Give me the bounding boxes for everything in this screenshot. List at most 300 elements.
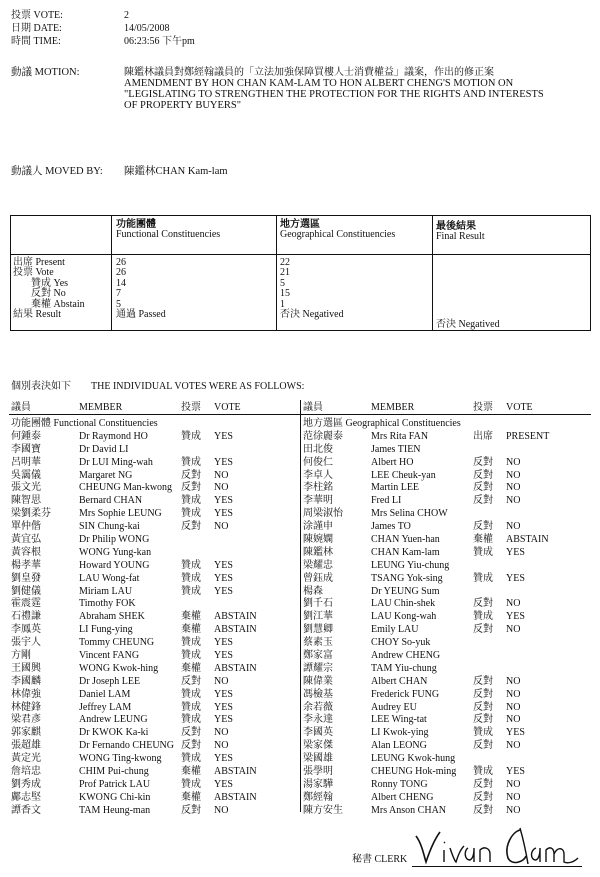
summary-final-result: 否決 Negatived	[436, 319, 500, 330]
member-name-en: Ronny TONG	[371, 778, 428, 790]
member-row	[11, 779, 297, 792]
vote-en: YES	[506, 546, 525, 558]
vote-cn: 贊成	[181, 650, 201, 662]
member-name-cn: 張超雄	[11, 740, 41, 752]
member-row	[11, 727, 297, 740]
member-name-cn: 何俊仁	[303, 456, 333, 468]
vote-en: NO	[214, 469, 229, 481]
member-name-cn: 梁君彥	[11, 714, 41, 726]
member-name-cn: 呂明華	[11, 456, 41, 468]
member-name-cn: 楊孝華	[11, 559, 41, 571]
member-name-cn: 何鍾泰	[11, 430, 41, 442]
vote-en: NO	[506, 791, 521, 803]
moved-by-label: 動議人 MOVED BY:	[11, 166, 103, 177]
member-name-cn: 鄺志堅	[11, 791, 41, 803]
member-name-en: TAM Heung-man	[79, 804, 151, 816]
member-row	[303, 663, 589, 676]
vote-en: NO	[506, 482, 521, 494]
vote-cn: 反對	[181, 482, 201, 494]
vote-en: YES	[506, 766, 525, 778]
vote-en: ABSTAIN	[214, 611, 257, 623]
member-name-cn: 劉慧卿	[303, 624, 333, 636]
member-name-en: TAM Yiu-chung	[371, 662, 437, 674]
member-name-cn: 李永達	[303, 714, 333, 726]
member-row	[11, 702, 297, 715]
summary-col-final-cn: 最後結果	[436, 221, 476, 232]
member-name-cn: 黃宜弘	[11, 534, 41, 546]
clerk-signature-line	[412, 866, 582, 867]
member-name-en: Mrs Rita FAN	[371, 430, 429, 442]
member-name-en: Audrey EU	[371, 701, 417, 713]
member-name-en: LI Kwok-ying	[371, 727, 429, 739]
vote-cn: 反對	[473, 804, 493, 816]
member-name-en: WONG Ting-kwong	[79, 753, 162, 765]
vote-en: YES	[506, 611, 525, 623]
member-name-en: LAU Kong-wah	[371, 611, 437, 623]
member-row	[303, 766, 589, 779]
member-name-en: Jeffrey LAM	[79, 701, 132, 713]
member-name-en: Bernard CHAN	[79, 495, 143, 507]
motion-line: OF PROPERTY BUYERS"	[124, 100, 242, 111]
summary-row-labels	[13, 258, 85, 320]
summary-col-geographical-cn: 地方選區	[280, 219, 320, 230]
member-row	[303, 508, 589, 521]
vote-en: YES	[214, 430, 233, 442]
member-row	[11, 521, 297, 534]
member-row	[11, 611, 297, 624]
vote-en: YES	[214, 559, 233, 571]
member-row	[11, 792, 297, 805]
vote-cn: 反對	[473, 675, 493, 687]
member-name-cn: 劉千石	[303, 598, 333, 610]
member-name-cn: 黃定光	[11, 753, 41, 765]
clerk-label: 秘書 CLERK	[352, 854, 408, 865]
member-row	[303, 573, 589, 586]
member-name-cn: 李國寶	[11, 443, 41, 455]
member-name-cn: 單仲偕	[11, 521, 41, 533]
member-name-cn: 陳方安生	[303, 804, 343, 816]
member-row	[303, 714, 589, 727]
summary-value: 5	[116, 298, 121, 310]
vote-en: NO	[506, 598, 521, 610]
vote-en: YES	[214, 495, 233, 507]
member-name-en: Tommy CHEUNG	[79, 637, 155, 649]
summary-col-functional-cn: 功能團體	[116, 219, 156, 230]
member-row	[11, 714, 297, 727]
member-name-cn: 楊森	[303, 585, 323, 597]
time-label: 時間 TIME:	[11, 36, 61, 47]
vote-cn: 贊成	[181, 778, 201, 790]
summary-value: 1	[280, 298, 285, 310]
vote-cn: 反對	[473, 482, 493, 494]
summary-value: 否決 Negatived	[280, 309, 344, 321]
member-name-en: Dr David LI	[79, 443, 129, 455]
vote-cn: 棄權	[181, 624, 201, 636]
member-name-en: Dr Philip WONG	[79, 534, 150, 546]
member-row	[11, 431, 297, 444]
vote-cn: 反對	[181, 740, 201, 752]
member-row	[11, 663, 297, 676]
vote-cn: 反對	[473, 701, 493, 713]
member-row	[303, 547, 589, 560]
vote-cn: 反對	[473, 456, 493, 468]
member-name-cn: 周梁淑怡	[303, 508, 343, 520]
member-name-cn: 王國興	[11, 662, 41, 674]
vote-en: YES	[214, 508, 233, 520]
member-name-en: Mrs Selina CHOW	[371, 508, 448, 520]
summary-row-label: 反對 No	[31, 288, 66, 300]
member-name-en: Albert CHAN	[371, 675, 428, 687]
member-row	[11, 547, 297, 560]
member-name-en: CHIM Pui-chung	[79, 766, 149, 778]
member-row	[11, 573, 297, 586]
vote-en: YES	[214, 650, 233, 662]
vote-en: ABSTAIN	[214, 766, 257, 778]
member-name-en: CHAN Yuen-han	[371, 534, 440, 546]
geographical-group-heading: 地方選區 Geographical Constituencies	[303, 418, 461, 429]
vote-en: NO	[214, 482, 229, 494]
member-row	[303, 624, 589, 637]
vote-cn: 反對	[181, 727, 201, 739]
individual-title-en: THE INDIVIDUAL VOTES WERE AS FOLLOWS:	[91, 381, 305, 392]
member-name-cn: 湯家驊	[303, 778, 333, 790]
vote-en: NO	[506, 521, 521, 533]
member-name-en: Abraham SHEK	[79, 611, 145, 623]
member-name-cn: 劉江華	[303, 611, 333, 623]
member-row	[11, 457, 297, 470]
member-row	[303, 702, 589, 715]
vote-en: YES	[506, 572, 525, 584]
member-name-en: LEUNG Yiu-chung	[371, 559, 450, 571]
functional-group-heading: 功能團體 Functional Constituencies	[11, 418, 158, 429]
member-name-en: Alan LEONG	[371, 740, 427, 752]
vote-en: NO	[506, 740, 521, 752]
member-row	[11, 753, 297, 766]
vote-cn: 反對	[181, 521, 201, 533]
vote-cn: 贊成	[473, 766, 493, 778]
col-header-vote-cn: 投票	[181, 402, 201, 413]
vote-en: NO	[506, 688, 521, 700]
vote-en: YES	[214, 456, 233, 468]
vote-en: YES	[214, 753, 233, 765]
member-row	[11, 637, 297, 650]
motion-line: "LEGISLATING TO STRENGTHEN THE PROTECTION FOR THE RIGHTS AND INTERESTS	[124, 89, 544, 100]
member-name-cn: 陳智思	[11, 495, 41, 507]
vote-cn: 反對	[473, 778, 493, 790]
member-row	[303, 676, 589, 689]
clerk-signature	[408, 822, 583, 870]
vote-cn: 反對	[473, 495, 493, 507]
vote-en: NO	[214, 521, 229, 533]
member-name-en: LEE Cheuk-yan	[371, 469, 436, 481]
vote-en: NO	[506, 701, 521, 713]
member-row	[11, 624, 297, 637]
member-name-en: James TIEN	[371, 443, 421, 455]
member-row	[303, 650, 589, 663]
member-row	[11, 534, 297, 547]
vote-en: YES	[214, 688, 233, 700]
vote-cn: 反對	[473, 598, 493, 610]
member-name-cn: 譚耀宗	[303, 662, 333, 674]
member-name-en: Miriam LAU	[79, 585, 133, 597]
member-row	[303, 611, 589, 624]
member-row	[303, 444, 589, 457]
member-row	[11, 560, 297, 573]
member-name-cn: 黃容根	[11, 546, 41, 558]
member-name-cn: 李國英	[303, 727, 333, 739]
vote-en: YES	[506, 727, 525, 739]
member-name-cn: 范徐麗泰	[303, 430, 343, 442]
vote-cn: 出席	[473, 430, 493, 442]
member-name-cn: 梁劉柔芬	[11, 508, 51, 520]
member-row	[303, 792, 589, 805]
summary-row-label: 棄權 Abstain	[31, 298, 85, 310]
vote-cn: 反對	[473, 469, 493, 481]
member-name-cn: 陳婉嫻	[303, 534, 333, 546]
member-name-en: Howard YOUNG	[79, 559, 150, 571]
vote-cn: 反對	[181, 675, 201, 687]
motion-line: AMENDMENT BY HON CHAN KAM-LAM TO HON ALBERT CHENG'S MOTION ON	[124, 78, 514, 89]
member-name-cn: 劉健儀	[11, 585, 41, 597]
member-name-en: Dr YEUNG Sum	[371, 585, 440, 597]
vote-en: YES	[214, 714, 233, 726]
member-name-en: Frederick FUNG	[371, 688, 440, 700]
summary-col-final	[436, 222, 485, 243]
member-name-en: WONG Kwok-hing	[79, 662, 159, 674]
member-row	[303, 637, 589, 650]
member-name-cn: 涂謹申	[303, 521, 333, 533]
summary-row-label: 投票 Vote	[13, 267, 54, 279]
vote-cn: 贊成	[181, 701, 201, 713]
vote-en: ABSTAIN	[214, 791, 257, 803]
member-name-en: Dr Fernando CHEUNG	[79, 740, 174, 752]
member-name-cn: 蔡素玉	[303, 637, 333, 649]
vote-en: ABSTAIN	[214, 624, 257, 636]
vote-cn: 反對	[181, 804, 201, 816]
member-row	[11, 740, 297, 753]
vote-en: NO	[506, 675, 521, 687]
member-name-en: CHOY So-yuk	[371, 637, 431, 649]
vote-en: ABSTAIN	[214, 662, 257, 674]
member-row	[303, 779, 589, 792]
vote-cn: 贊成	[473, 546, 493, 558]
member-name-en: Prof Patrick LAU	[79, 778, 151, 790]
date-value: 14/05/2008	[124, 23, 170, 34]
member-row	[303, 689, 589, 702]
vote-en: NO	[506, 624, 521, 636]
member-name-cn: 劉秀成	[11, 778, 41, 790]
member-row	[11, 508, 297, 521]
vote-cn: 贊成	[181, 572, 201, 584]
member-name-en: LAU Wong-fat	[79, 572, 140, 584]
functional-members-list	[11, 418, 297, 818]
member-name-en: Emily LAU	[371, 624, 419, 636]
member-row	[303, 727, 589, 740]
member-name-cn: 李卓人	[303, 469, 333, 481]
member-row	[303, 586, 589, 599]
vote-cn: 反對	[473, 740, 493, 752]
vote-cn: 反對	[181, 469, 201, 481]
summary-row-label: 贊成 Yes	[31, 277, 69, 289]
member-name-en: James TO	[371, 521, 411, 533]
member-name-cn: 鄭家富	[303, 650, 333, 662]
member-name-en: Margaret NG	[79, 469, 133, 481]
vote-cn: 贊成	[181, 714, 201, 726]
vote-cn: 贊成	[181, 430, 201, 442]
col-header-member-en: MEMBER	[371, 402, 415, 413]
member-row	[303, 598, 589, 611]
member-row	[303, 495, 589, 508]
member-name-cn: 梁國雄	[303, 753, 333, 765]
vote-cn: 贊成	[181, 508, 201, 520]
vote-cn: 贊成	[473, 572, 493, 584]
summary-value: 22	[280, 257, 290, 268]
member-row	[303, 457, 589, 470]
member-name-en: LI Fung-ying	[79, 624, 133, 636]
member-name-en: Albert CHENG	[371, 791, 434, 803]
vote-en: PRESENT	[506, 430, 550, 442]
vote-cn: 棄權	[181, 766, 201, 778]
member-name-en: CHEUNG Man-kwong	[79, 482, 173, 494]
moved-by-row	[11, 166, 228, 178]
summary-col-geographical	[280, 220, 395, 241]
vote-cn: 贊成	[181, 753, 201, 765]
member-name-en: LEE Wing-tat	[371, 714, 427, 726]
vote-label: 投票 VOTE:	[11, 10, 63, 21]
member-row	[11, 598, 297, 611]
individual-votes-table	[9, 398, 591, 816]
summary-col-functional	[116, 220, 220, 241]
member-name-cn: 吳靄儀	[11, 469, 41, 481]
member-name-en: WONG Yung-kan	[79, 546, 152, 558]
member-name-en: Daniel LAM	[79, 688, 131, 700]
member-name-en: LAU Chin-shek	[371, 598, 436, 610]
vote-cn: 棄權	[473, 534, 493, 546]
geographical-members-list	[303, 418, 589, 818]
vote-cn: 棄權	[181, 611, 201, 623]
vote-en: NO	[506, 714, 521, 726]
vote-cn: 贊成	[473, 611, 493, 623]
member-name-cn: 梁耀忠	[303, 559, 333, 571]
vote-en: NO	[214, 740, 229, 752]
summary-row-label: 結果 Result	[13, 309, 62, 321]
vote-en: NO	[506, 804, 521, 816]
col-header-member-cn: 議員	[11, 402, 31, 413]
vote-cn: 贊成	[181, 559, 201, 571]
member-name-en: TSANG Yok-sing	[371, 572, 443, 584]
member-name-en: Dr KWOK Ka-ki	[79, 727, 149, 739]
member-name-cn: 田北俊	[303, 443, 333, 455]
member-name-en: Timothy FOK	[79, 598, 136, 610]
member-row	[303, 482, 589, 495]
col-header-vote-en: VOTE	[506, 402, 533, 413]
date-label: 日期 DATE:	[11, 23, 62, 34]
member-row	[303, 470, 589, 483]
vote-en: YES	[214, 585, 233, 597]
group-heading	[303, 418, 589, 431]
member-name-en: Vincent FANG	[79, 650, 140, 662]
member-name-en: LEUNG Kwok-hung	[371, 753, 456, 765]
vote-value: 2	[124, 10, 129, 21]
member-name-cn: 詹培忠	[11, 766, 41, 778]
vote-en: YES	[214, 572, 233, 584]
member-name-cn: 陳鑑林	[303, 546, 333, 558]
member-name-cn: 霍震霆	[11, 598, 41, 610]
member-name-en: Andrew CHENG	[371, 650, 441, 662]
member-row	[303, 740, 589, 753]
member-row	[11, 766, 297, 779]
member-name-cn: 劉皇發	[11, 572, 41, 584]
member-name-cn: 李柱銘	[303, 482, 333, 494]
vote-cn: 棄權	[181, 662, 201, 674]
vote-cn: 反對	[473, 624, 493, 636]
summary-row-label: 出席 Present	[13, 257, 65, 268]
vote-cn: 贊成	[181, 495, 201, 507]
member-name-en: KWONG Chi-kin	[79, 791, 151, 803]
member-row	[303, 753, 589, 766]
member-row	[303, 805, 589, 818]
member-row	[303, 534, 589, 547]
member-row	[303, 560, 589, 573]
member-row	[11, 676, 297, 689]
member-row	[11, 586, 297, 599]
member-name-en: CHEUNG Hok-ming	[371, 766, 457, 778]
member-name-en: Dr Joseph LEE	[79, 675, 141, 687]
summary-value: 21	[280, 267, 290, 279]
member-row	[303, 431, 589, 444]
summary-col-geographical-en: Geographical Constituencies	[280, 229, 396, 241]
vote-cn: 贊成	[181, 585, 201, 597]
member-name-cn: 鄭經翰	[303, 791, 333, 803]
individual-title-cn: 個別表決如下	[11, 381, 71, 392]
member-name-cn: 梁家傑	[303, 740, 333, 752]
member-name-en: Mrs Anson CHAN	[371, 804, 447, 816]
vote-cn: 反對	[473, 521, 493, 533]
summary-value: 通過 Passed	[116, 309, 166, 321]
vote-cn: 贊成	[181, 456, 201, 468]
motion-line: 陳鑑林議員對鄭經翰議員的「立法加強保障買樓人士消費權益」議案，作出的修正案	[124, 67, 494, 78]
member-name-en: SIN Chung-kai	[79, 521, 140, 533]
member-name-cn: 李華明	[303, 495, 333, 507]
member-name-en: Martin LEE	[371, 482, 420, 494]
col-header-vote-en: VOTE	[214, 402, 241, 413]
vote-en: YES	[214, 778, 233, 790]
vote-cn: 反對	[473, 688, 493, 700]
member-name-cn: 方剛	[11, 650, 31, 662]
vote-en: NO	[506, 778, 521, 790]
member-name-en: CHAN Kam-lam	[371, 546, 440, 558]
col-header-vote-cn: 投票	[473, 402, 493, 413]
member-name-cn: 張宇人	[11, 637, 41, 649]
member-name-cn: 張文光	[11, 482, 41, 494]
member-row	[303, 521, 589, 534]
member-name-en: Andrew LEUNG	[79, 714, 148, 726]
group-heading	[11, 418, 297, 431]
member-row	[11, 650, 297, 663]
summary-col-final-en: Final Result	[436, 231, 485, 243]
vote-en: NO	[214, 727, 229, 739]
motion-text	[124, 67, 584, 111]
member-name-cn: 郭家麒	[11, 727, 41, 739]
summary-value: 26	[116, 257, 126, 268]
member-name-cn: 曾鈺成	[303, 572, 333, 584]
vote-en: NO	[506, 456, 521, 468]
member-row	[11, 805, 297, 818]
member-name-cn: 余若薇	[303, 701, 333, 713]
member-name-en: Albert HO	[371, 456, 414, 468]
time-value: 06:23:56 下午pm	[124, 36, 195, 47]
col-header-member-en: MEMBER	[79, 402, 123, 413]
